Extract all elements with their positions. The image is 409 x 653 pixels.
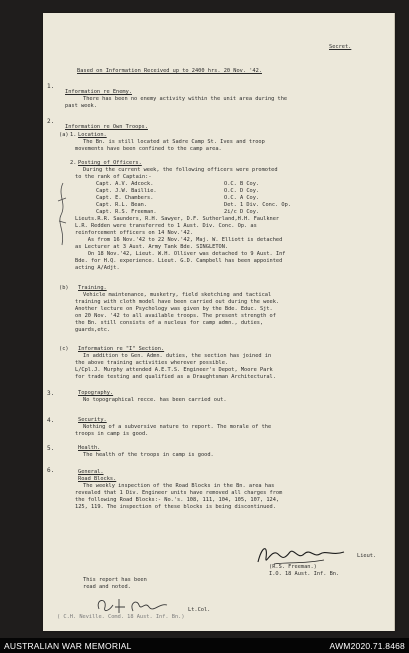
posting-line-2: to the rank of Captain:- xyxy=(75,174,152,180)
section-1-line-2: past week. xyxy=(65,103,97,109)
subsection-a1-title: Location. xyxy=(78,132,107,138)
section-4-line: Nothing of a subversive nature to report. The morale of the xyxy=(83,424,272,430)
section-1-line-1: There has been no enemy activity within the unit area during the xyxy=(83,96,288,102)
section-5-line: The health of the troops in camp is good. xyxy=(83,452,214,458)
margin-annotation xyxy=(53,181,73,251)
training-line: guards,etc. xyxy=(75,327,111,333)
i-section-line: In addition to Gen. Admn. duties, the section has joined in xyxy=(83,353,272,359)
officer-role: O.C. A Coy. xyxy=(224,195,260,201)
road-blocks-line: the following Road Blocks:- No.'s. 108, 111, 104, 105, 107, 124, xyxy=(75,497,280,503)
subsection-a-label: (a) xyxy=(59,132,69,138)
road-blocks-line: 125, 119. The inspection of these blocks is being discontinued. xyxy=(75,504,276,510)
subsection-a1-number: 1. xyxy=(70,132,77,138)
officer-name: Capt. J.W. Baillie. xyxy=(96,188,157,194)
i-section-title: Information re "I" Section. xyxy=(78,346,165,352)
subsection-a2-title: Posting of Officers. xyxy=(78,160,142,166)
section-6-title: General. xyxy=(78,469,104,475)
road-blocks-title: Road Blocks. xyxy=(78,476,117,482)
officer-name: Capt. R.L. Bean. xyxy=(96,202,148,208)
posting-more-line: On 18 Nov.'42, Lieut. W.H. Olliver was detached to 9 Aust. Inf xyxy=(75,251,286,257)
officer-role: 2i/c D Coy. xyxy=(224,209,260,215)
training-line: Another lecture on Psychology was given by the Bde. Educ. Sjt. xyxy=(75,306,273,312)
officer-name: Capt. E. Chambers. xyxy=(96,195,154,201)
section-4-title: Security. xyxy=(78,417,107,423)
posting-more-line: acting A/Adjt. xyxy=(75,265,120,271)
co-name: ( C.H. Neville. Comd. 18 Aust. Inf. Bn.) xyxy=(57,614,185,620)
io-name: (R.S. Freeman.) xyxy=(269,564,317,570)
training-line: Vehicle maintenance, musketry, field sketching and tactical xyxy=(83,292,272,298)
footer-accession-number: AWM2020.71.8468 xyxy=(329,641,405,651)
posting-line-1: During the current week, the following officers were promoted xyxy=(83,167,278,173)
officer-role: O.C. D Coy. xyxy=(224,188,260,194)
section-1-title: Information re Enemy. xyxy=(65,89,132,95)
posting-more-line: as Lecturer at 3 Aust. Army Tank Bde. SINGLETON. xyxy=(75,244,229,250)
officer-role: Det. 1 Div. Conc. Op. xyxy=(224,202,291,208)
posting-more-line: Lieuts.R.R. Saunders, R.H. Sawyer, D.F. Sutherland,H.H. Faulkner xyxy=(75,216,280,222)
i-section-line: for trade testing and qualified as a Draughtsman Architectural. xyxy=(75,374,276,380)
section-3-number: 3. xyxy=(47,390,55,397)
report-header: Based on Information Received up to 2400 hrs. 20 Nov. '42. xyxy=(77,68,262,74)
section-4-line: troops in camp is good. xyxy=(75,431,149,437)
location-line-1: The Bn. is still located at Sadre Camp St. Ives and troop xyxy=(83,139,265,145)
section-3-title: Topography. xyxy=(78,390,114,396)
training-line: the Bn. still consists of a nucleus for camp admn., duties, xyxy=(75,320,264,326)
section-1-number: 1. xyxy=(47,83,55,90)
section-2-number: 2. xyxy=(47,118,55,125)
footer-institution: AUSTRALIAN WAR MEMORIAL xyxy=(4,641,132,651)
training-line: training with cloth model have been carried out during the week. xyxy=(75,299,280,305)
co-rank: Lt.Col. xyxy=(188,607,211,613)
road-blocks-line: revealed that 1 Div. Engineer units have removed all charges from xyxy=(75,490,283,496)
officer-name: Capt. A.V. Adcock. xyxy=(96,181,154,187)
io-unit: I.O. 18 Aust. Inf. Bn. xyxy=(269,571,340,577)
posting-more-line: L.R. Redden were transferred to 1 Aust. Div. Conc. Op. as xyxy=(75,223,257,229)
road-blocks-line: The weekly inspection of the Road Blocks in the Bn. area has xyxy=(83,483,275,489)
posting-more-line: As from 16 Nov.'42 to 22 Nov.'42, Maj. W. Elliott is detached xyxy=(75,237,283,243)
footer-bar xyxy=(0,638,409,653)
document-page xyxy=(43,13,395,631)
subsection-a2-number: 2. xyxy=(70,160,77,166)
posting-more-line: reinforcement officers on 14 Nov.'42. xyxy=(75,230,193,236)
posting-more-line: Bde. for H.Q. experience. Lieut. G.D. Campbell has been appointed xyxy=(75,258,283,264)
section-2-title: Information re Own Troops. xyxy=(65,124,148,130)
section-5-number: 5. xyxy=(47,445,55,452)
note-line: read and noted. xyxy=(83,584,131,590)
subsection-c-label: (c) xyxy=(59,346,69,352)
note-line: This report has been xyxy=(83,577,147,583)
training-title: Training. xyxy=(78,285,107,291)
subsection-b-label: (b) xyxy=(59,285,69,291)
section-6-number: 6. xyxy=(47,467,55,474)
training-line: on 20 Nov. '42 to all available troops. The present strength of xyxy=(75,313,276,319)
officer-name: Capt. R.S. Freeman. xyxy=(96,209,157,215)
io-rank: Lieut. xyxy=(357,553,377,559)
classification: Secret. xyxy=(329,44,352,50)
section-4-number: 4. xyxy=(47,417,55,424)
i-section-line: L/Cpl.J. Murphy attended A.E.T.S. Engineer's Depot, Moore Park xyxy=(75,367,273,373)
section-5-title: Health. xyxy=(78,445,101,451)
location-line-2: movements have been confined to the camp area. xyxy=(75,146,222,152)
section-3-line: No topographical recce. has been carried out. xyxy=(83,397,227,403)
i-section-line: the above training activities wherever possible. xyxy=(75,360,229,366)
officer-role: O.C. B Coy. xyxy=(224,181,260,187)
